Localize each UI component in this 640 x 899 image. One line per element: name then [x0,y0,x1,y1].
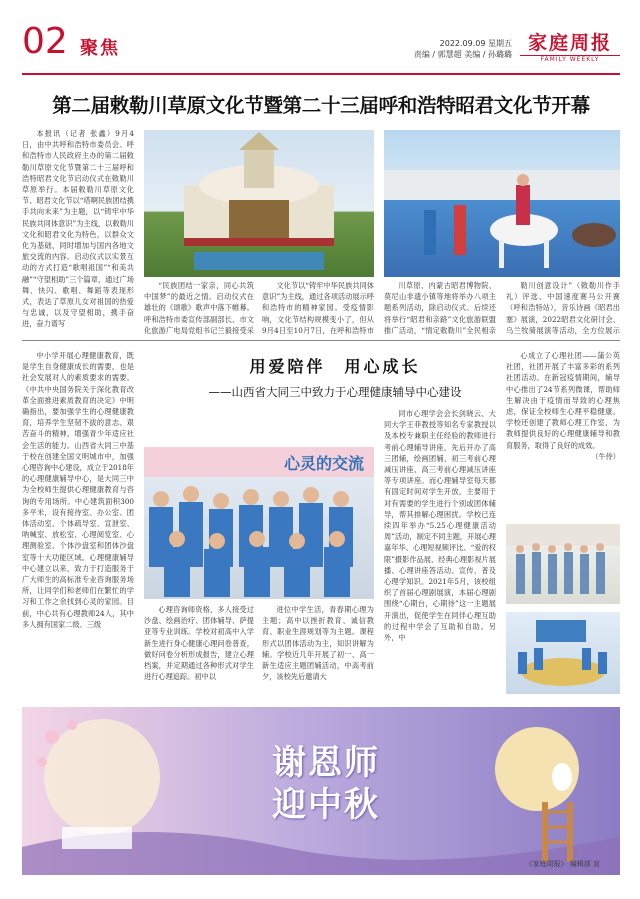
article2-headline: 用爱陪伴 用心成长 [249,357,421,376]
banner-title-line1: 谢恩师 [272,743,380,783]
article2-column-4: 同市心理学会会长剑晓云、大同大学王菲教授等知名专家教授以及本校专兼职主任经验的教师进行考前心理辅导讲座，先后开办了高三团辅，绘画团辅、初三考前心理减压讲座、高三考前心理减压讲座等专项讲座。而心理辅导室每天都有固定时间对学生开放，主要用于对有需要的学生进行个别或团体辅导，帮其排解心理困扰。学校已连续四年举办“5.25心理健康活动周”活动，制定不同主题，开展心理嘉年华、心理短视频评比、“爱的权限”摄影作品展、经典心理影视片展播、心理讲座答活动、宣传、普及心理学知识。2021年5月，该校组织了首届心理剧展演，本届心理剧围绕“心期台，心期待”这一主题展开演出，促使学生在同伴心理互助的过程中学会了互助和自助。另外，中 [384,409,496,643]
grassland-stage-photo [144,130,374,277]
article1-column-2: “民族团结一家亲，同心共筑中国梦”的最近之情。启动仪式在雄壮的《颂歌》歌声中落下帷幕。呼和浩特市委宣传部副部长、市文化旅游广电局党组书记兰毅接受采 [144,281,254,335]
issue-date: 2022.09.09 星期五 [439,39,512,48]
header-rule [22,73,620,75]
article2-column-2: 心理咨询师资格，多人接受过沙盘、绘画治疗、团体辅导、萨提亚等专业训练。学校对初高中入学新生进行身心健康心理问卷普查，做好问卷分析形成报告，建立心理档案，并定期通过各种形式对学生进行心理追踪。初中以 [144,605,254,682]
article2-source: （牛侍） [591,451,620,461]
logo-chinese: 家庭周报 [527,32,612,54]
page-header [22,22,620,72]
masthead-logo [520,28,620,63]
photo-sign-text: 心灵的交流 [284,454,365,473]
horse-performance-photo [384,130,620,277]
mid-autumn-banner [22,707,620,875]
classroom-activity-illustration [506,612,620,694]
article2-column-3: 进位中学生活，青春期心理为主题；高中以挫折教育、诚信教育、职业生涯规划等为主题。课程形式以团体活动为主，知识讲解为辅。学校近几年开展了初一、高一新生适应主题团辅活动，中高考前夕，该校先后邀请大 [262,605,374,682]
article1-column-4: 川草原、内蒙古昭君博物院、莫尼山非遗小镇等地将举办八项主题系列活动，除启动仪式、后续还将举行“昭君和亲路”文化旅游联盟推广活动，“情定敕勒川”全民相亲 [384,281,496,335]
article2-column-5: 心成立了心理社团——蒲公英社团，社团开展了丰富多彩的系列社团活动。在新冠疫情期间，辅导中心推出了24节系列微课，帮助师生解决由于疫情而导致的心理焦虑，保证全校师生心理平稳健康。学校还创建了教师心理工作室，为教师提供良好的心理健康辅导和教育服务，取得了良好的成效。 （牛侍） [506,351,620,461]
counseling-room-illustration [506,524,620,604]
editor-credit: 责编 / 郭慧超 美编 / 孙璐璐 [413,50,512,59]
counseling-room-photo [506,524,620,604]
article2-subheadline: ——山西省大同三中致力于心理健康辅导中心建设 [208,385,462,399]
article-separator [22,340,620,341]
article1-column-5: 勒川创意设计”（敕勒川作手礼）评选、中国速度赛马公开赛（呼和浩特站），音乐诗画《昭君出塞》展演，2022昭君文化研讨会、乌兰牧骑展演等活动，全方位展示 [506,281,620,335]
section-title: 聚焦 [80,38,120,59]
article1-headline: 第二届敕勒川草原文化节暨第二十三届呼和浩特昭君文化节开幕 [52,94,590,117]
banner-caption: 《家庭周报》 编辑部 宣 [525,860,600,868]
article1-column-3: 文化节以“铸牢中华民族共同体意识”为主线，通过各项活动展示呼和浩特市的精神家园。受疫情影响，文化节结构规模变小了，但从9月4日至10月7日，在呼和浩特市 [262,281,374,335]
issue-meta [414,38,512,60]
student-group-illustration [144,447,374,599]
banner-title [272,742,380,826]
classroom-activity-photo [506,612,620,694]
banner-title-line2: 迎中秋 [272,785,380,825]
article1-column-1: 本报讯（记者 张鑫）9月4日，由中共呼和浩特市委员会、呼和浩特市人民政府主办的第二届敕勒川草原文化节暨第二十三届呼和浩特昭君文化节启动仪式在敕勒川草原举行。本届敕勒川草原文化节、昭君文化节以“塔啊民族团结携手共向未来”为主题，以“铸牢中华民族共同体意识”为主线，以敕勒川文化和昭君文化为特色，以群众文化为基础，同时增加与国内各地文旅交流的内容。启动仪式以实景互动的方式打造“歌唱祖国”“和美共融”“守望相助”三个篇章，通过广场舞、快闪、歌唱、舞蹈等表现形式，表达了草原儿女对祖国的热爱与忠诚，以及守望相助，携手奋进，奋力谱写 [22,129,134,329]
grassland-stage-illustration [144,130,374,277]
article2-column-1: 中小学开展心理健康教育，既是学生自身健康成长的需要，也是社会发展对人的素质要求的需要。《中共中央国务院关于深化教育改革全面推进素质教育的决定》中明确指出，要加强学生的心理健康教育，培养学生坚韧不拔的意志、艰苦奋斗的精神，增强青少年适应社会生活的能力。山西省大同三中基于校在创建全国文明城市中，加强心理咨询中心建设，成立于2018年的心理健康辅导中心，是大同三中为全校师生提供心理健康教育与咨询的专用场所。中心建筑面积300多平米，设有接待室、办公室、团体活动室、个体疏导室、宣泄室、呐喊室、放松室、心理阅览室、心理测验室、个体沙盘室和团体沙盘室等十大功能区域。心理健康辅导中心建立以来，致力于打造服务于广大师生的高标准专业咨询服务场所，让同学们和老师们在繁忙的学习和工作之余找到心灵的家园。目前，中心共有心理教师24人，其中多人拥有国家二级、三级 [22,351,134,629]
student-group-photo [144,447,374,599]
logo-english: FAMILY WEEKLY [520,55,620,63]
page-number: 02 [22,21,68,62]
horse-performance-illustration [384,130,620,277]
